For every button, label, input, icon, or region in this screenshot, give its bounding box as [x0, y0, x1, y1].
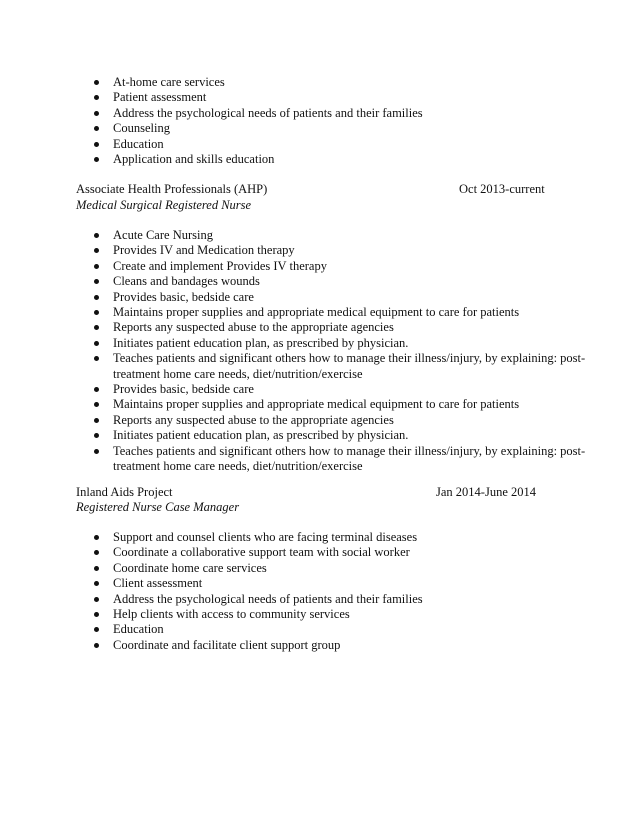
job-inland-aids-bullet-list [93, 530, 593, 653]
list-item: Initiates patient education plan, as prescribed by physician. [93, 336, 593, 351]
list-item: Application and skills education [93, 152, 593, 167]
list-item: Address the psychological needs of patients and their families [93, 106, 593, 121]
job-title: Registered Nurse Case Manager [76, 500, 240, 514]
list-item: Address the psychological needs of patients and their families [93, 592, 593, 607]
list-item: Coordinate home care services [93, 561, 593, 576]
list-item: Provides basic, bedside care [93, 290, 593, 305]
list-item: Reports any suspected abuse to the appropriate agencies [93, 413, 593, 428]
list-item: Counseling [93, 121, 593, 136]
list-item: Acute Care Nursing [93, 228, 593, 243]
list-item: Education [93, 137, 593, 152]
list-item: Cleans and bandages wounds [93, 274, 593, 289]
job-employer: Associate Health Professionals (AHP) [76, 182, 268, 196]
list-item: Education [93, 622, 593, 637]
job-employer: Inland Aids Project [76, 485, 173, 499]
list-item: Patient assessment [93, 90, 593, 105]
list-item: Create and implement Provides IV therapy [93, 259, 593, 274]
list-item: Teaches patients and significant others how to manage their illness/injury, by explaining: post-treatment home care needs, diet/nutrition/exercise [93, 444, 593, 475]
job-header-ahp [76, 182, 556, 198]
list-item: Client assessment [93, 576, 593, 591]
job-ahp-bullet-list [93, 228, 593, 475]
list-item: Maintains proper supplies and appropriate medical equipment to care for patients [93, 305, 593, 320]
job-title: Medical Surgical Registered Nurse [76, 198, 252, 212]
list-item: Support and counsel clients who are facing terminal diseases [93, 530, 593, 545]
list-item: Maintains proper supplies and appropriate medical equipment to care for patients [93, 397, 593, 412]
list-item: At-home care services [93, 75, 593, 90]
list-item: Provides basic, bedside care [93, 382, 593, 397]
list-item: Initiates patient education plan, as prescribed by physician. [93, 428, 593, 443]
list-item: Teaches patients and significant others how to manage their illness/injury, by explaining: post-treatment home care needs, diet/nutrition/exercise [93, 351, 593, 382]
list-item: Provides IV and Medication therapy [93, 243, 593, 258]
list-item: Coordinate and facilitate client support group [93, 638, 593, 653]
list-item: Reports any suspected abuse to the appropriate agencies [93, 320, 593, 335]
job-dates: Jan 2014-June 2014 [436, 485, 536, 499]
intro-bullet-list [93, 75, 593, 167]
job-header-inland-aids [76, 485, 556, 501]
list-item: Coordinate a collaborative support team with social worker [93, 545, 593, 560]
job-dates: Oct 2013-current [459, 182, 545, 196]
list-item: Help clients with access to community services [93, 607, 593, 622]
